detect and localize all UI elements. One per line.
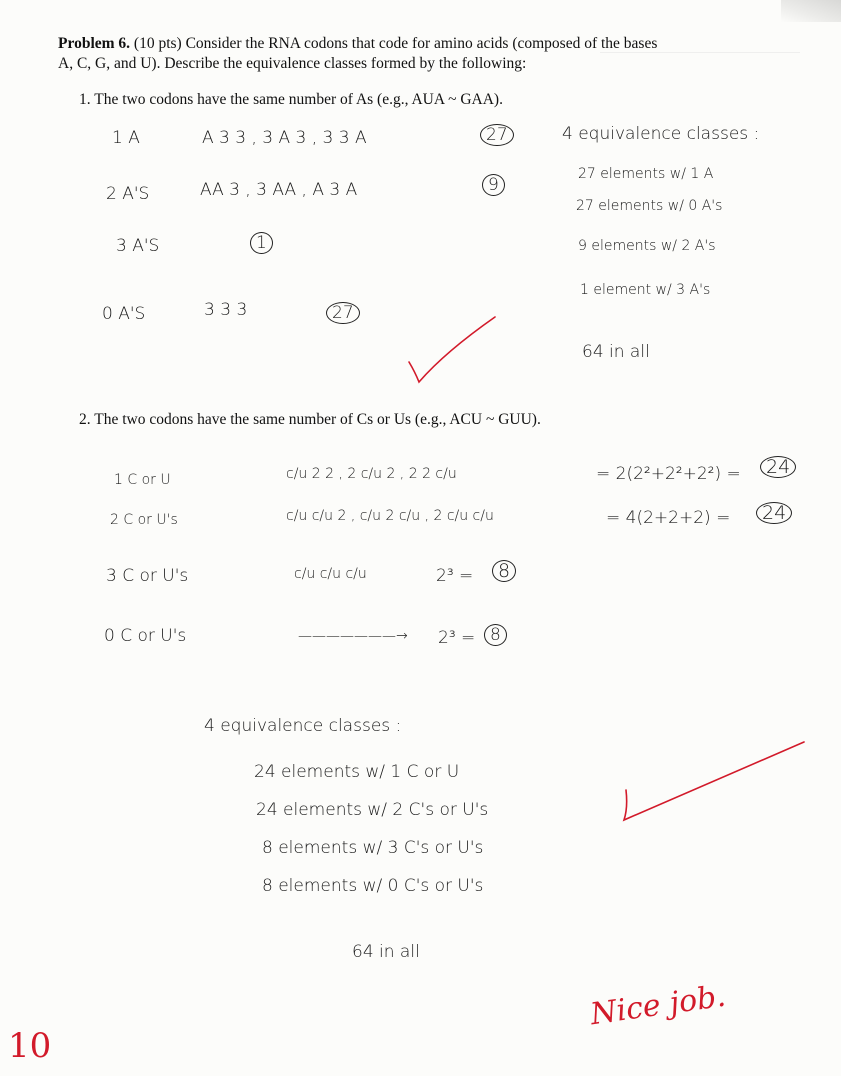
part2-number: 2. <box>79 411 91 428</box>
part2-row3-count-circle <box>492 560 516 582</box>
part2-row3-label: 3 C or U's <box>106 566 189 586</box>
part2-row4-combos: ———————→ <box>298 628 408 644</box>
part2-summary-line3: 8 elements w/ 3 C's or U's <box>262 838 484 858</box>
part2-row3-combos: c/u c/u c/u <box>294 566 367 582</box>
part1-row4-count: 27 <box>326 302 360 324</box>
part2-prompt <box>79 410 541 430</box>
part2-summary-line2: 24 elements w/ 2 C's or U's <box>256 800 489 820</box>
part1-row1-label: 1 A <box>112 128 140 148</box>
problem-points: (10 pts) <box>133 35 182 52</box>
part2-row1-combos: c/u 2 2 , 2 c/u 2 , 2 2 c/u <box>286 466 457 482</box>
part1-row2-count-circle <box>482 174 505 196</box>
part1-summary-line2: 27 elements w/ 0 A's <box>576 198 723 214</box>
part1-row3-label: 3 A'S <box>116 236 160 256</box>
page-corner-shadow <box>781 0 841 22</box>
part1-text: The two codons have the same number of As (e.g., AUA ~ GAA). <box>94 91 503 108</box>
part2-row1-count-circle <box>760 456 796 478</box>
part1-row1-count: 27 <box>480 124 514 146</box>
part2-summary-line1: 24 elements w/ 1 C or U <box>254 762 460 782</box>
part2-row4-label: 0 C or U's <box>104 626 187 646</box>
part2-summary-total: 64 in all <box>352 942 420 962</box>
part2-row1-label: 1 C or U <box>114 472 171 488</box>
part1-number: 1. <box>79 91 91 108</box>
part1-check-mark <box>405 312 500 387</box>
part2-summary-heading: 4 equivalence classes : <box>204 716 402 736</box>
part1-row4-count-circle <box>326 302 360 324</box>
grade-score: 10 <box>8 1026 52 1066</box>
part1-row3-count: 1 <box>250 232 273 254</box>
part1-summary-line3: 9 elements w/ 2 A's <box>578 238 716 254</box>
part1-summary-heading: 4 equivalence classes : <box>562 124 760 144</box>
grader-comment: Nice job. <box>588 978 728 1033</box>
part1-row1-count-circle <box>480 124 514 146</box>
problem-intro-line1: Consider the RNA codons that code for amino acids (composed of the bases <box>185 35 658 52</box>
part1-row1-combos: A 3 3 , 3 A 3 , 3 3 A <box>202 128 367 148</box>
part1-row4-label: 0 A'S <box>102 304 146 324</box>
part2-summary-line4: 8 elements w/ 0 C's or U's <box>262 876 484 896</box>
part2-row2-count: 24 <box>756 502 792 524</box>
problem-header: Problem 6. <box>58 35 131 52</box>
problem-statement <box>58 34 748 74</box>
part2-row4-formula: 2³ = <box>438 628 476 648</box>
part1-row3-count-circle <box>250 232 273 254</box>
part2-row2-formula: = 4(2+2+2) = <box>606 508 731 528</box>
part1-row2-count: 9 <box>482 174 505 196</box>
part2-text: The two codons have the same number of Cs or Us (e.g., ACU ~ GUU). <box>94 411 541 428</box>
part1-prompt <box>79 90 503 110</box>
part2-check-mark <box>618 738 808 826</box>
part2-row2-label: 2 C or U's <box>110 512 178 528</box>
part1-row2-label: 2 A'S <box>106 184 150 204</box>
part1-summary-line1: 27 elements w/ 1 A <box>578 166 714 182</box>
problem-intro-line2: A, C, G, and U). Describe the equivalence classes formed by the following: <box>58 55 527 72</box>
part2-row2-count-circle <box>756 502 792 524</box>
part2-row1-formula: = 2(2²+2²+2²) = <box>596 464 741 484</box>
part1-row2-combos: AA 3 , 3 AA , A 3 A <box>200 180 358 200</box>
part2-row4-count-circle <box>484 624 507 646</box>
part2-row3-count: 8 <box>492 560 516 582</box>
part1-summary-line4: 1 element w/ 3 A's <box>580 282 711 298</box>
part1-row4-combos: 3 3 3 <box>204 300 248 320</box>
part2-row4-count: 8 <box>484 624 507 646</box>
part2-row3-formula: 2³ = <box>436 566 474 586</box>
part2-row2-combos: c/u c/u 2 , c/u 2 c/u , 2 c/u c/u <box>286 508 494 524</box>
part2-row1-count: 24 <box>760 456 796 478</box>
part1-summary-total: 64 in all <box>582 342 650 362</box>
